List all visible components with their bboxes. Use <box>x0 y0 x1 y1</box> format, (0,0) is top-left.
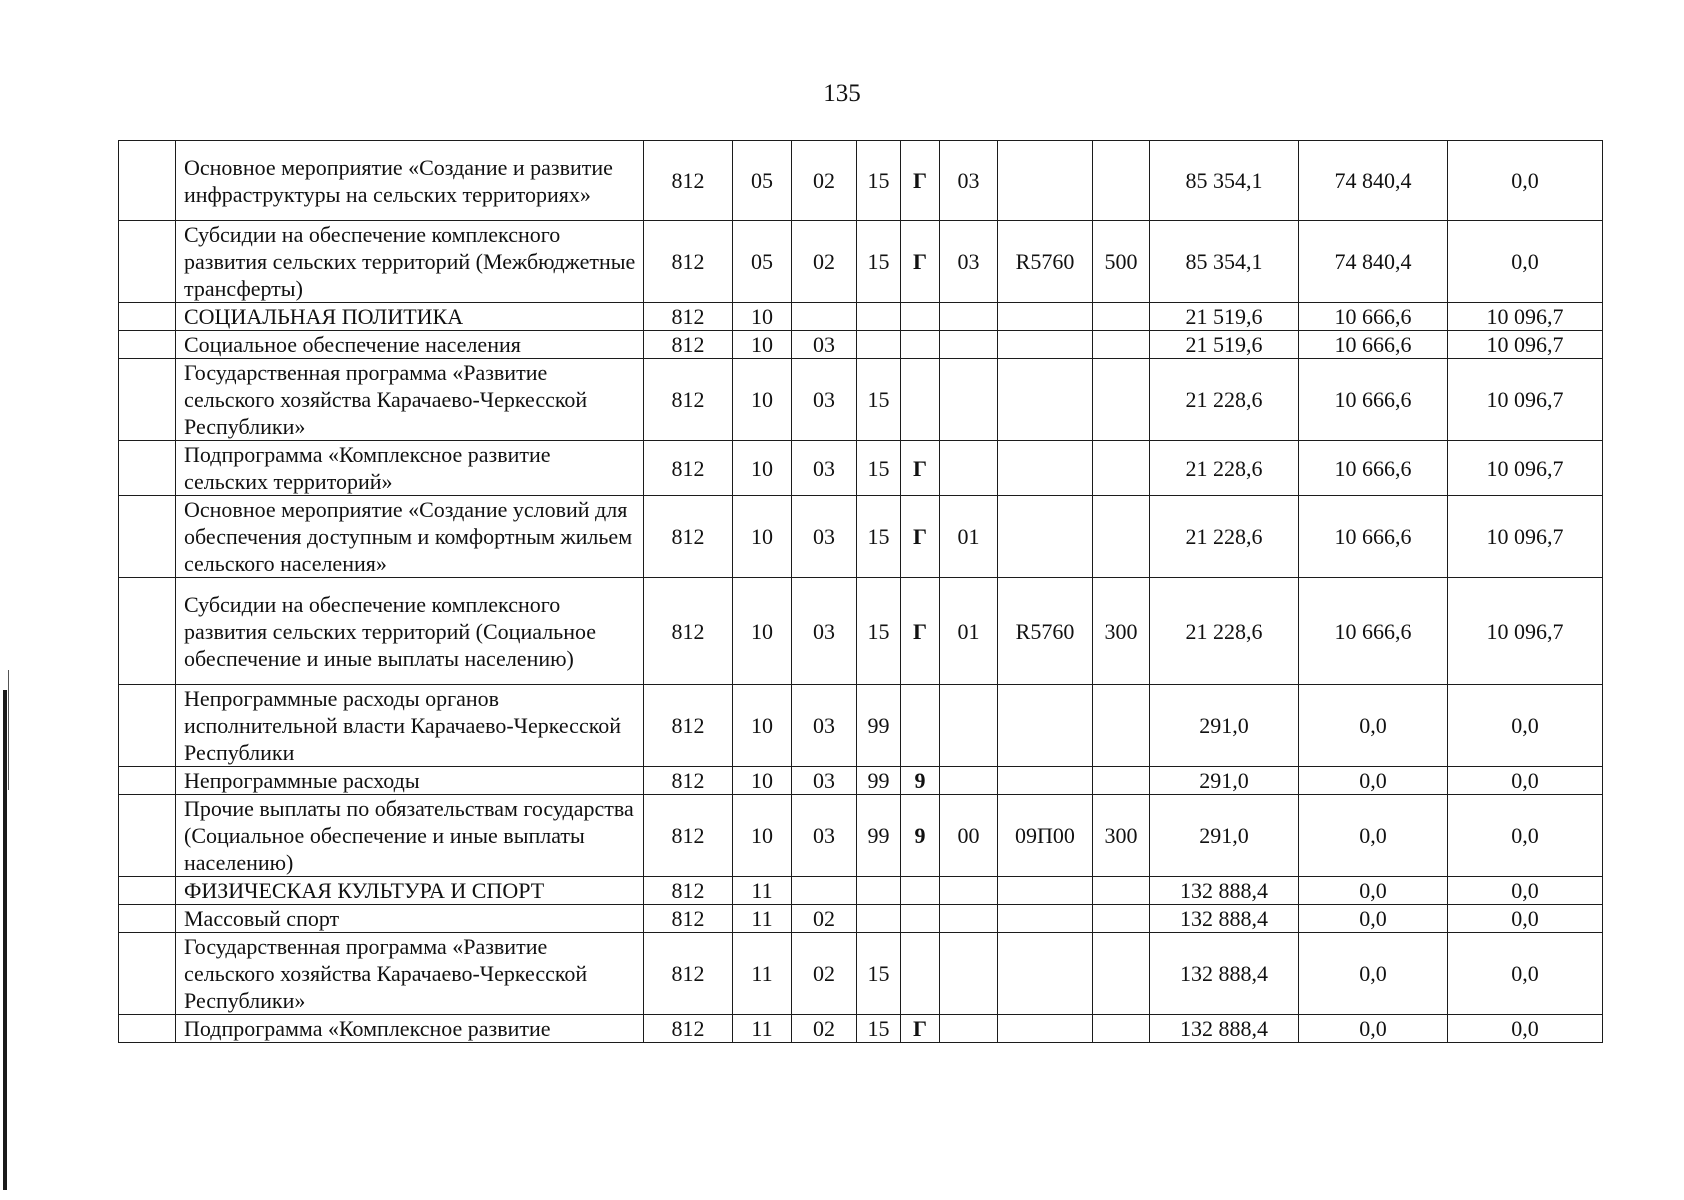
amount-year-2-cell: 74 840,4 <box>1299 221 1448 303</box>
event-code-cell <box>940 905 998 933</box>
expense-type-cell <box>1093 359 1150 441</box>
direction-code-cell <box>998 141 1093 221</box>
event-code-cell <box>940 877 998 905</box>
direction-code-cell <box>998 905 1093 933</box>
program-code-cell: 15 <box>857 496 901 578</box>
subprogram-code-cell <box>901 685 940 767</box>
ministry-code-cell: 812 <box>644 685 733 767</box>
amount-year-3-cell: 0,0 <box>1448 221 1603 303</box>
amount-year-2-cell: 10 666,6 <box>1299 303 1448 331</box>
program-code-cell: 99 <box>857 767 901 795</box>
subsection-code-cell: 03 <box>792 441 857 496</box>
subsection-code-cell: 03 <box>792 331 857 359</box>
section-code-cell: 10 <box>733 441 792 496</box>
table-row <box>119 141 1603 221</box>
expense-type-cell <box>1093 767 1150 795</box>
row-number-cell <box>119 359 176 441</box>
subprogram-code-cell <box>901 359 940 441</box>
amount-year-1-cell: 291,0 <box>1150 767 1299 795</box>
amount-year-3-cell: 10 096,7 <box>1448 359 1603 441</box>
expense-name-cell: Государственная программа «Развитие сельского хозяйства Карачаево-Черкесской Республики» <box>176 359 644 441</box>
section-code-cell: 11 <box>733 905 792 933</box>
binding-edge-line <box>3 690 7 1190</box>
event-code-cell <box>940 303 998 331</box>
program-code-cell: 99 <box>857 795 901 877</box>
table-row <box>119 795 1603 877</box>
subsection-code-cell: 03 <box>792 795 857 877</box>
row-number-cell <box>119 933 176 1015</box>
section-code-cell: 11 <box>733 877 792 905</box>
amount-year-1-cell: 132 888,4 <box>1150 905 1299 933</box>
subsection-code-cell: 02 <box>792 1015 857 1043</box>
amount-year-3-cell: 0,0 <box>1448 767 1603 795</box>
subprogram-code-cell <box>901 933 940 1015</box>
program-code-cell: 99 <box>857 685 901 767</box>
program-code-cell: 15 <box>857 933 901 1015</box>
ministry-code-cell: 812 <box>644 795 733 877</box>
amount-year-3-cell: 10 096,7 <box>1448 496 1603 578</box>
subprogram-code-cell <box>901 905 940 933</box>
subprogram-code-cell: 9 <box>901 795 940 877</box>
amount-year-3-cell: 10 096,7 <box>1448 578 1603 685</box>
direction-code-cell <box>998 877 1093 905</box>
direction-code-cell: R5760 <box>998 221 1093 303</box>
section-code-cell: 10 <box>733 685 792 767</box>
direction-code-cell <box>998 685 1093 767</box>
subsection-code-cell: 03 <box>792 496 857 578</box>
section-code-cell: 10 <box>733 303 792 331</box>
direction-code-cell: 09П00 <box>998 795 1093 877</box>
program-code-cell: 15 <box>857 578 901 685</box>
event-code-cell: 03 <box>940 221 998 303</box>
event-code-cell: 03 <box>940 141 998 221</box>
event-code-cell: 00 <box>940 795 998 877</box>
section-code-cell: 10 <box>733 767 792 795</box>
direction-code-cell: R5760 <box>998 578 1093 685</box>
expense-type-cell: 300 <box>1093 578 1150 685</box>
subsection-code-cell: 03 <box>792 767 857 795</box>
subsection-code-cell <box>792 303 857 331</box>
row-number-cell <box>119 795 176 877</box>
ministry-code-cell: 812 <box>644 877 733 905</box>
expense-type-cell <box>1093 933 1150 1015</box>
event-code-cell <box>940 331 998 359</box>
expense-name-cell: Подпрограмма «Комплексное развитие <box>176 1015 644 1043</box>
section-code-cell: 10 <box>733 331 792 359</box>
expense-name-cell: Социальное обеспечение населения <box>176 331 644 359</box>
amount-year-2-cell: 10 666,6 <box>1299 359 1448 441</box>
direction-code-cell <box>998 1015 1093 1043</box>
ministry-code-cell: 812 <box>644 767 733 795</box>
direction-code-cell <box>998 359 1093 441</box>
subprogram-code-cell <box>901 331 940 359</box>
amount-year-3-cell: 10 096,7 <box>1448 441 1603 496</box>
expense-type-cell: 300 <box>1093 795 1150 877</box>
expense-type-cell <box>1093 1015 1150 1043</box>
row-number-cell <box>119 221 176 303</box>
direction-code-cell <box>998 496 1093 578</box>
amount-year-3-cell: 0,0 <box>1448 933 1603 1015</box>
expense-type-cell <box>1093 685 1150 767</box>
amount-year-1-cell: 291,0 <box>1150 685 1299 767</box>
amount-year-2-cell: 10 666,6 <box>1299 441 1448 496</box>
row-number-cell <box>119 496 176 578</box>
program-code-cell: 15 <box>857 359 901 441</box>
amount-year-3-cell: 10 096,7 <box>1448 331 1603 359</box>
direction-code-cell <box>998 441 1093 496</box>
binding-edge-line-thin <box>8 670 9 790</box>
row-number-cell <box>119 767 176 795</box>
subsection-code-cell <box>792 877 857 905</box>
amount-year-1-cell: 291,0 <box>1150 795 1299 877</box>
amount-year-3-cell: 0,0 <box>1448 685 1603 767</box>
expense-name-cell: ФИЗИЧЕСКАЯ КУЛЬТУРА И СПОРТ <box>176 877 644 905</box>
row-number-cell <box>119 877 176 905</box>
subsection-code-cell: 02 <box>792 141 857 221</box>
amount-year-2-cell: 0,0 <box>1299 905 1448 933</box>
row-number-cell <box>119 905 176 933</box>
amount-year-3-cell: 0,0 <box>1448 905 1603 933</box>
page-number: 135 <box>823 80 861 107</box>
amount-year-2-cell: 74 840,4 <box>1299 141 1448 221</box>
program-code-cell <box>857 303 901 331</box>
amount-year-1-cell: 21 519,6 <box>1150 331 1299 359</box>
amount-year-1-cell: 21 228,6 <box>1150 496 1299 578</box>
row-number-cell <box>119 441 176 496</box>
subsection-code-cell: 02 <box>792 221 857 303</box>
expense-name-cell: Подпрограмма «Комплексное развитие сельских территорий» <box>176 441 644 496</box>
table-row <box>119 905 1603 933</box>
section-code-cell: 10 <box>733 496 792 578</box>
subprogram-code-cell: Г <box>901 496 940 578</box>
expense-type-cell <box>1093 496 1150 578</box>
section-code-cell: 10 <box>733 359 792 441</box>
program-code-cell <box>857 877 901 905</box>
amount-year-3-cell: 0,0 <box>1448 877 1603 905</box>
ministry-code-cell: 812 <box>644 331 733 359</box>
subprogram-code-cell: Г <box>901 221 940 303</box>
subprogram-code-cell: Г <box>901 441 940 496</box>
budget-table <box>118 140 1603 1043</box>
expense-name-cell: Основное мероприятие «Создание условий для обеспечения доступным и комфортным жильем сельского населения» <box>176 496 644 578</box>
direction-code-cell <box>998 767 1093 795</box>
direction-code-cell <box>998 303 1093 331</box>
expense-name-cell: Субсидии на обеспечение комплексного развития сельских территорий (Социальное обеспечение и иные выплаты населению) <box>176 578 644 685</box>
subprogram-code-cell: Г <box>901 1015 940 1043</box>
ministry-code-cell: 812 <box>644 905 733 933</box>
expense-name-cell: Массовый спорт <box>176 905 644 933</box>
amount-year-2-cell: 10 666,6 <box>1299 578 1448 685</box>
table-row <box>119 767 1603 795</box>
row-number-cell <box>119 1015 176 1043</box>
expense-type-cell <box>1093 877 1150 905</box>
amount-year-2-cell: 0,0 <box>1299 685 1448 767</box>
table-row <box>119 303 1603 331</box>
amount-year-1-cell: 85 354,1 <box>1150 221 1299 303</box>
subprogram-code-cell: Г <box>901 141 940 221</box>
table-row <box>119 221 1603 303</box>
table-row <box>119 496 1603 578</box>
table-row <box>119 685 1603 767</box>
event-code-cell <box>940 359 998 441</box>
ministry-code-cell: 812 <box>644 141 733 221</box>
program-code-cell: 15 <box>857 1015 901 1043</box>
section-code-cell: 05 <box>733 221 792 303</box>
amount-year-2-cell: 0,0 <box>1299 1015 1448 1043</box>
budget-table-body <box>119 141 1603 1043</box>
amount-year-3-cell: 0,0 <box>1448 795 1603 877</box>
amount-year-1-cell: 132 888,4 <box>1150 933 1299 1015</box>
subprogram-code-cell: 9 <box>901 767 940 795</box>
expense-name-cell: Основное мероприятие «Создание и развитие инфраструктуры на сельских территориях» <box>176 141 644 221</box>
ministry-code-cell: 812 <box>644 1015 733 1043</box>
ministry-code-cell: 812 <box>644 303 733 331</box>
ministry-code-cell: 812 <box>644 359 733 441</box>
amount-year-2-cell: 0,0 <box>1299 877 1448 905</box>
amount-year-2-cell: 0,0 <box>1299 767 1448 795</box>
expense-type-cell <box>1093 905 1150 933</box>
ministry-code-cell: 812 <box>644 221 733 303</box>
table-row <box>119 578 1603 685</box>
row-number-cell <box>119 331 176 359</box>
subsection-code-cell: 03 <box>792 685 857 767</box>
expense-type-cell <box>1093 141 1150 221</box>
event-code-cell <box>940 685 998 767</box>
amount-year-2-cell: 10 666,6 <box>1299 331 1448 359</box>
expense-type-cell: 500 <box>1093 221 1150 303</box>
subprogram-code-cell <box>901 877 940 905</box>
amount-year-3-cell: 10 096,7 <box>1448 303 1603 331</box>
ministry-code-cell: 812 <box>644 578 733 685</box>
program-code-cell: 15 <box>857 141 901 221</box>
event-code-cell: 01 <box>940 578 998 685</box>
expense-name-cell: Государственная программа «Развитие сельского хозяйства Карачаево-Черкесской Республики» <box>176 933 644 1015</box>
amount-year-1-cell: 21 228,6 <box>1150 578 1299 685</box>
section-code-cell: 11 <box>733 933 792 1015</box>
event-code-cell <box>940 441 998 496</box>
row-number-cell <box>119 578 176 685</box>
subsection-code-cell: 03 <box>792 359 857 441</box>
ministry-code-cell: 812 <box>644 441 733 496</box>
row-number-cell <box>119 303 176 331</box>
subsection-code-cell: 02 <box>792 905 857 933</box>
section-code-cell: 10 <box>733 795 792 877</box>
subsection-code-cell: 02 <box>792 933 857 1015</box>
table-row <box>119 441 1603 496</box>
amount-year-3-cell: 0,0 <box>1448 1015 1603 1043</box>
ministry-code-cell: 812 <box>644 496 733 578</box>
program-code-cell <box>857 331 901 359</box>
event-code-cell: 01 <box>940 496 998 578</box>
row-number-cell <box>119 685 176 767</box>
amount-year-1-cell: 85 354,1 <box>1150 141 1299 221</box>
event-code-cell <box>940 933 998 1015</box>
row-number-cell <box>119 141 176 221</box>
program-code-cell: 15 <box>857 221 901 303</box>
amount-year-1-cell: 21 519,6 <box>1150 303 1299 331</box>
table-row <box>119 359 1603 441</box>
expense-name-cell: Прочие выплаты по обязательствам государства (Социальное обеспечение и иные выплаты населению) <box>176 795 644 877</box>
subprogram-code-cell: Г <box>901 578 940 685</box>
expense-name-cell: Субсидии на обеспечение комплексного развития сельских территорий (Межбюджетные трансферты) <box>176 221 644 303</box>
expense-type-cell <box>1093 331 1150 359</box>
section-code-cell: 11 <box>733 1015 792 1043</box>
table-row <box>119 1015 1603 1043</box>
event-code-cell <box>940 767 998 795</box>
ministry-code-cell: 812 <box>644 933 733 1015</box>
amount-year-2-cell: 0,0 <box>1299 933 1448 1015</box>
program-code-cell <box>857 905 901 933</box>
amount-year-3-cell: 0,0 <box>1448 141 1603 221</box>
amount-year-2-cell: 10 666,6 <box>1299 496 1448 578</box>
expense-name-cell: Непрограммные расходы <box>176 767 644 795</box>
expense-name-cell: СОЦИАЛЬНАЯ ПОЛИТИКА <box>176 303 644 331</box>
direction-code-cell <box>998 933 1093 1015</box>
amount-year-2-cell: 0,0 <box>1299 795 1448 877</box>
expense-type-cell <box>1093 303 1150 331</box>
program-code-cell: 15 <box>857 441 901 496</box>
amount-year-1-cell: 21 228,6 <box>1150 441 1299 496</box>
subprogram-code-cell <box>901 303 940 331</box>
amount-year-1-cell: 21 228,6 <box>1150 359 1299 441</box>
table-row <box>119 933 1603 1015</box>
table-row <box>119 331 1603 359</box>
direction-code-cell <box>998 331 1093 359</box>
event-code-cell <box>940 1015 998 1043</box>
section-code-cell: 05 <box>733 141 792 221</box>
section-code-cell: 10 <box>733 578 792 685</box>
table-row <box>119 877 1603 905</box>
expense-name-cell: Непрограммные расходы органов исполнительной власти Карачаево-Черкесской Республики <box>176 685 644 767</box>
expense-type-cell <box>1093 441 1150 496</box>
subsection-code-cell: 03 <box>792 578 857 685</box>
amount-year-1-cell: 132 888,4 <box>1150 877 1299 905</box>
amount-year-1-cell: 132 888,4 <box>1150 1015 1299 1043</box>
